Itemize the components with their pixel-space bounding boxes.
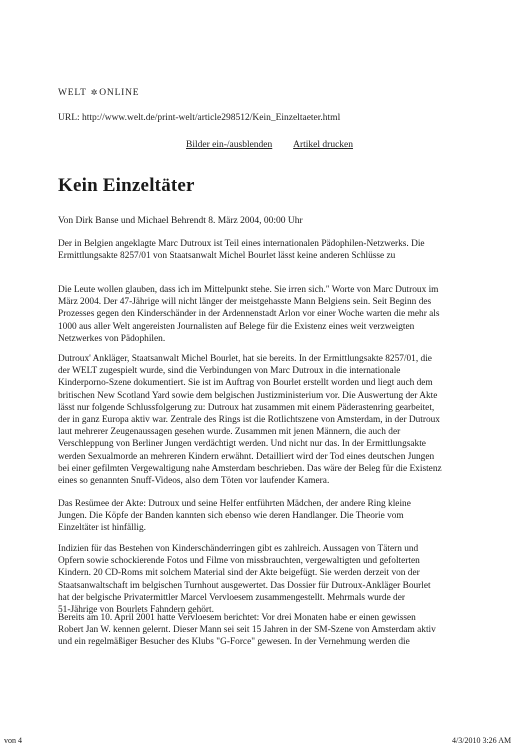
paragraph-line: März 2004. Der 47-Jährige will nicht länger der meistgehasste Mann Belgiens sein. Seit Beginn des	[58, 297, 432, 308]
paragraph-line: britischen New Scotland Yard sowie dem belgischen Justizministerium vor. Die Auswertung der Akte	[58, 390, 438, 401]
article-url: URL: http://www.welt.de/print-welt/article298512/Kein_Einzeltaeter.html	[58, 113, 341, 123]
paragraph-line: Kinderporno-Szene dokumentiert. Sie ist im Auftrag von Bourlet erstellt worden und liegt auch dem	[58, 378, 433, 389]
paragraph-line: Robert Jan W. kennen gelernt. Dieser Mann sei seit 15 Jahren in der SM-Szene von Amsterdam aktiv	[58, 625, 436, 636]
article-actions	[186, 140, 372, 150]
toggle-images-link[interactable]: Bilder ein-/ausblenden	[186, 140, 273, 150]
paragraph-line: Bereits am 10. April 2001 hatte Vervloesem berichtet: Vor drei Monaten habe er einen gewissen	[58, 613, 416, 623]
paragraph-line: Einzeltäter ist hinfällig.	[58, 523, 146, 534]
paragraph-line: 51-Jährige von Bourlets Fahndern gehört.	[58, 605, 214, 616]
paragraph-line: werden Sexualmorde an mehreren Kindern erwähnt. Detailliert wird der Tod eines deutschen Jungen	[58, 451, 435, 462]
page-title: Kein Einzeltäter	[58, 175, 195, 196]
paragraph-line: Ermittlungsakte 8257/01 von Staatsanwalt Michel Bourlet lässt keine anderen Schlüsse zu	[58, 251, 396, 262]
paragraph-line: Das Resümee der Akte: Dutroux und seine Helfer entführten Mädchen, der andere Ring kleine	[58, 499, 411, 509]
paragraph-line: 1000 aus aller Welt angereisten Journalisten auf Belege für die Existenz eines weit verzweigten	[58, 321, 415, 332]
article-paragraph	[58, 498, 478, 535]
logo-text-welt: WELT	[58, 88, 87, 98]
logo-star-icon: ✲	[90, 88, 99, 97]
paragraph-line: Prozesses gegen den Kinderschänder in der Ardennenstadt Arlon vor einer Woche warten die mehr als	[58, 309, 440, 320]
paragraph-line: Opfern sowie schockierende Fotos und Filme von missbrauchten, vergewaltigten und gefolterten	[58, 556, 420, 567]
paragraph-line: eines so genannten Snuff-Videos, also dem Töten vor laufender Kamera.	[58, 476, 330, 487]
paragraph-line: laut mehrerer Zeugenaussagen gesehen wurde. Zusammen mit jenen Männern, die auch der	[58, 427, 401, 438]
paragraph-line: und ein regelmäßiger Besucher des Klubs "G-Force" gewesen. In der Vernehmung werden die	[58, 637, 410, 648]
article-paragraph	[58, 543, 478, 616]
print-article-link[interactable]: Artikel drucken	[293, 140, 354, 150]
paragraph-line: Verschleppung von Berliner Jungen verdächtigt werden. Und nicht nur das. In der Ermittlungsakte	[58, 439, 426, 450]
paragraph-line: Indizien für das Bestehen von Kinderschänderringen gibt es zahlreich. Aussagen von Tätern und	[58, 544, 419, 554]
paragraph-line: Der in Belgien angeklagte Marc Dutroux ist Teil eines internationalen Pädophilen-Netzwerks. Die	[58, 239, 425, 249]
print-timestamp: 4/3/2010 3:26 AM	[452, 736, 512, 745]
paragraph-line: Die Leute wollen glauben, dass ich im Mittelpunkt stehe. Sie irren sich." Worte von Marc Dutroux im	[58, 285, 439, 295]
article-paragraph-lead	[58, 238, 478, 262]
logo-text-online: ONLINE	[99, 88, 140, 98]
paragraph-line: Staatsanwaltschaft im belgischen Turnhout ausgewertet. Das Dossier für Dutroux-Ankläger Bourlet	[58, 580, 431, 591]
article-paragraph	[58, 284, 478, 345]
paragraph-line: der in ganz Europa aktiv war. Zentrale des Rings ist die Rotlichtszene von Amsterdam, in der Dutroux	[58, 415, 440, 426]
article-paragraph	[58, 353, 478, 487]
paragraph-line: Netzwerkes von Pädophilen.	[58, 333, 166, 344]
article-byline: Von Dirk Banse und Michael Behrendt 8. März 2004, 00:00 Uhr	[58, 216, 303, 226]
article-paragraph	[58, 612, 478, 649]
page-counter: von 4	[4, 736, 22, 745]
paragraph-line: hat der belgische Privatermittler Marcel Vervloesem zusammengestellt. Mehrmals wurde der	[58, 592, 405, 603]
paragraph-line: lässt nur folgende Schlussfolgerung zu: Dutroux hat zusammen mit einem Päderastenring gearbeitet,	[58, 402, 435, 413]
paragraph-line: bei einer gefilmten Vergewaltigung nahe Amsterdam beschrieben. Das wäre der Beleg für die Existenz	[58, 463, 442, 474]
paragraph-line: Dutroux' Ankläger, Staatsanwalt Michel Bourlet, hat sie bereits. In der Ermittlungsakte 8257/01, die	[58, 354, 432, 364]
paragraph-line: Jungen. Die Köpfe der Banden kannten sich ebenso wie deren Handlanger. Die Theorie vom	[58, 511, 404, 522]
welt-online-logo	[58, 88, 139, 98]
paragraph-line: der WELT zugespielt wurde, sind die Verbindungen von Marc Dutroux in die internationale	[58, 366, 401, 377]
paragraph-line: Kindern. 20 CD-Roms mit solchem Material sind der Akte beigefügt. Sie werden derzeit von der	[58, 568, 420, 579]
